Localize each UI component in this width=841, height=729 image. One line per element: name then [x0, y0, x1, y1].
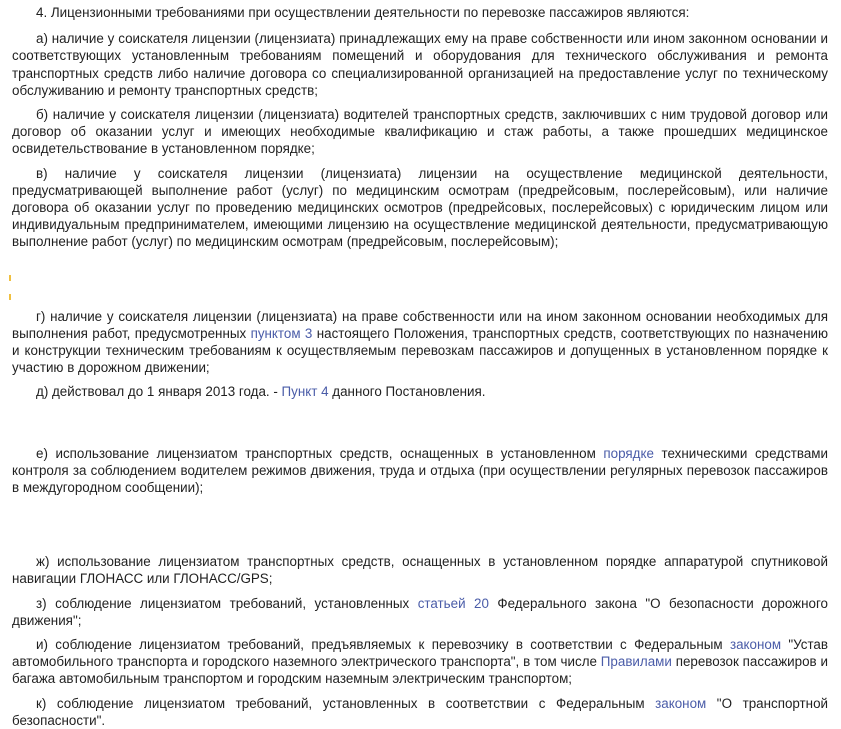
- paragraph-i: [12, 636, 828, 688]
- paragraph-header: 4. Лицензионными требованиями при осуществлении деятельности по перевозке пассажиров являются:: [36, 5, 690, 20]
- link-pravila[interactable]: Правилами: [600, 654, 672, 670]
- paragraph-z-text-1: з) соблюдение лицензиатом требований, установленных: [36, 595, 418, 611]
- margin-marker-1: [9, 275, 11, 281]
- paragraph-b: б) наличие у соискателя лицензии (лицензиата) водителей транспортных средств, заключивших с ним трудовой договор или договор об оказании услуг и имеющих необходимые квалификацию и стаж работы, а также прошедших медицинское освидетельствование в установленном порядке;: [12, 107, 828, 157]
- paragraph-e: [12, 445, 828, 497]
- paragraph-z: [12, 595, 828, 629]
- paragraph-v: в) наличие у соискателя лицензии (лицензиата) лицензии на осуществление медицинской деятельности, предусматривающей выполнение работ (услуг) по медицинским осмотрам (предрейсовым, послерейсовым), или наличие договора об оказании услуг по проведению медицинских осмотров (предрейсовых, послерейсовых) с юридическим лицом или индивидуальным предпринимателем, имеющими лицензию на осуществление медицинской деятельности, предусматривающую выполнение работ (услуг) по медицинским осмотрам (предрейсовым, послерейсовым);: [12, 165, 828, 250]
- paragraph-g-text-1: г) наличие у соискателя лицензии (лицензиата) на праве собственности или на ином законном основании необходимых для выполнения работ, предусмотренных: [12, 308, 828, 341]
- paragraph-zh: ж) использование лицензиатом транспортных средств, оснащенных в установленном порядке аппаратурой спутниковой навигации ГЛОНАСС или ГЛОНАСС/GPS;: [12, 554, 828, 587]
- paragraph-d-text-1: д) действовал до 1 января 2013 года. -: [36, 384, 282, 400]
- link-punkt-4[interactable]: Пункт 4: [281, 384, 329, 400]
- margin-marker-2: [9, 294, 11, 300]
- paragraph-a: а) наличие у соискателя лицензии (лицензиата) принадлежащих ему на праве собственности или ином законном основании и соответствующих установленным требованиям помещений и оборудования для технического обслуживания и ремонта транспортных средств либо наличие договора со специализированной организацией на предоставление услуг по техническому обслуживанию и ремонту транспортных средств;: [12, 31, 828, 98]
- paragraph-k-text-1: к) соблюдение лицензиатом требований, установленных в соответствии с Федеральным: [36, 695, 656, 711]
- link-zakon-ustav[interactable]: законом: [729, 637, 782, 653]
- link-statya-20[interactable]: статьей 20: [417, 595, 489, 611]
- paragraph-i-text-1: и) соблюдение лицензиатом требований, предъявляемых к перевозчику в соответствии с Федеральным: [36, 637, 730, 653]
- link-poryadke[interactable]: порядке: [603, 445, 654, 461]
- paragraph-k: [12, 695, 828, 729]
- paragraph-e-text-2: техническими средствами контроля за соблюдением водителем режимов движения, труда и отдыха (при осуществлении регулярных перевозок пассажиров в междугородном сообщении);: [12, 445, 828, 496]
- paragraph-d-text-2: данного Постановления.: [328, 384, 486, 400]
- paragraph-z-text-2: Федерального закона "О безопасности дорожного движения";: [12, 595, 829, 628]
- paragraph-g: [12, 308, 828, 377]
- paragraph-i-text-2: "Устав автомобильного транспорта и городского наземного электрического транспорта", в том числе: [12, 637, 828, 670]
- paragraph-e-text-1: е) использование лицензиатом транспортных средств, оснащенных в установленном: [36, 445, 604, 461]
- link-punkt-3[interactable]: пунктом 3: [250, 325, 313, 341]
- document-body: [12, 0, 828, 729]
- paragraph-i-text-3: перевозок пассажиров и багажа автомобильным транспортом и городским наземным электрическим транспортом;: [12, 654, 828, 687]
- paragraph-g-text-2: настоящего Положения, транспортных средств, соответствующих по назначению и конструкции техническим требованиям к осуществляемым перевозкам пассажиров и допущенных в установленном порядке к участию в дорожном движении;: [12, 325, 829, 376]
- paragraph-k-text-2: "О транспортной безопасности".: [12, 695, 828, 728]
- link-zakon-bezopasnost[interactable]: законом: [655, 695, 707, 711]
- paragraph-d: [12, 383, 828, 400]
